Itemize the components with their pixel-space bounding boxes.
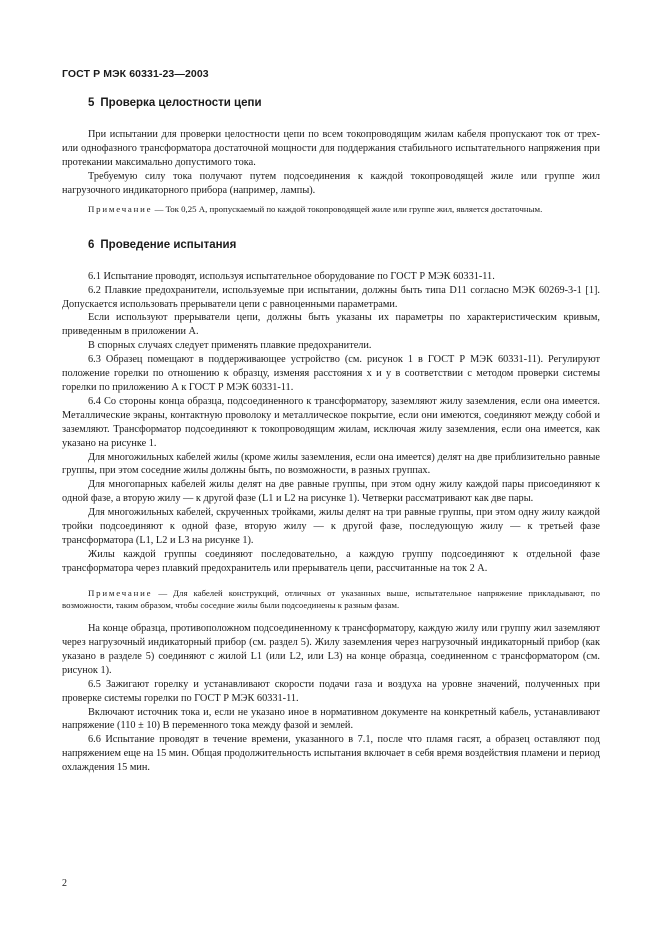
note-text: — Ток 0,25 А, пропускаемый по каждой токопроводящей жиле или группе жил, является достаточным. bbox=[152, 203, 543, 214]
section-5-number: 5 bbox=[88, 97, 95, 109]
section-5-heading bbox=[88, 97, 600, 109]
clause-6-5-paragraph-2: Включают источник тока и, если не указано иное в нормативном документе на конкретный кабель, устанавливают напряжение (110 ± 10) В переменного тока между фазой и землей. bbox=[62, 706, 600, 732]
clause-6-4-paragraph-4: Для многожильных кабелей, скрученных тройками, жилы делят на три равные группы, при этом одну жилу каждой тройки подсоединяют к одной фазе, вторую жилу — к другой фазе, последующую жилу — к третьей фазе трансформатора (L1, L2 и L3 на рисунке 1). bbox=[62, 507, 600, 546]
clause-6-1: 6.1 Испытание проводят, используя испытательное оборудование по ГОСТ Р МЭК 60331-11. bbox=[88, 270, 495, 282]
clause-6-4-paragraph-5: Жилы каждой группы соединяют последовательно, а каждую группу подсоединяют к отдельной фазе трансформатора через плавкий предохранитель или прерыватель цепи, рассчитанные на ток 2 А. bbox=[62, 548, 600, 574]
clause-6-6: 6.6 Испытание проводят в течение времени, указанного в 7.1, после что пламя гасят, а образец оставляют под напряжением еще на 15 мин. Общая продолжительность испытания включает в себя время воздействия пламени и период охлаждения 15 мин. bbox=[62, 734, 600, 774]
clause-6-4-paragraph-6: На конце образца, противоположном подсоединенному к трансформатору, каждую жилу или группу жил заземляют через нагрузочный индикаторный прибор (см. раздел 5). Жилу заземления через нагрузочный индикаторный прибор (как указано в разделе 5) соединяют с жилой L1 (или L2, или L3) на конце образца, соединенном с трансформатором (см. рисунок 1). bbox=[62, 623, 600, 676]
clause-6-4-paragraph-3: Для многопарных кабелей жилы делят на две равные группы, при этом одну жилу каждой пары присоединяют к одной фазе, а вторую жилу — к другой фазе (L1 и L2 на рисунке 1). Четверки рассматривают как две пары. bbox=[62, 479, 600, 505]
page-number: 2 bbox=[62, 878, 67, 889]
clause-6-4-paragraph-2: Для многожильных кабелей жилы (кроме жилы заземления, если она имеется) делят на две приблизительно равные группы, при этом соседние жилы должны быть, по возможности, в разных группах. bbox=[62, 451, 600, 477]
section-6-title: Проведение испытания bbox=[100, 238, 237, 251]
clause-6-2-paragraph-3: В спорных случаях следует применять плавкие предохранители. bbox=[88, 340, 372, 352]
section-6-note bbox=[62, 587, 600, 611]
clause-6-2-paragraph-2: Если используют прерыватели цепи, должны быть указаны их параметры по характеристическим кривым, приведенным в приложении А. bbox=[62, 312, 600, 338]
section-6-number: 6 bbox=[88, 238, 95, 251]
section-5-paragraph-2: Требуемую силу тока получают путем подсоединения к каждой токопроводящей жиле или группе жил нагрузочного индикаторного прибора (например, лампы). bbox=[62, 170, 600, 196]
clause-6-5: 6.5 Зажигают горелку и устанавливают скорости подачи газа и воздуха на уровне значений, полученных при проверке системы горелки по ГОСТ Р МЭК 60331-11. bbox=[62, 678, 600, 704]
note-label: Примечание bbox=[88, 203, 153, 214]
clause-6-4: 6.4 Со стороны конца образца, подсоединенного к трансформатору, заземляют жилу заземления, если она имеется. Металлические экраны, контактную проволоку и металлическое покрытие, если они имеются, соединяют между собой и заземляют. Трансформатор подсоединяют к токопроводящим жилам, исключая жилу заземления, если она имеется, как указано на рисунке 1. bbox=[62, 395, 600, 449]
section-6-heading bbox=[88, 239, 600, 251]
page-content bbox=[62, 97, 600, 775]
clause-6-3: 6.3 Образец помещают в поддерживающее устройство (см. рисунок 1 в ГОСТ Р МЭК 60331-11). Регулируют положение горелки по отношению к образцу, изменяя расстояния x и y в соответствии с методом проверки системы горелки по приложению А к ГОСТ Р МЭК 60331-11. bbox=[62, 354, 600, 393]
section-5-note bbox=[62, 203, 600, 215]
section-5-paragraph-1: При испытании для проверки целостности цепи по всем токопроводящим жилам кабеля пропускают ток от трех- или однофазного трансформатора достаточной мощности для поддержания стабильного испытательного напряжения при протекании максимально допустимого тока. bbox=[62, 129, 600, 168]
clause-6-2: 6.2 Плавкие предохранители, используемые при испытании, должны быть типа D11 согласно МЭК 60269-3-1 [1]. Допускается использовать прерыватели цепи с равноценными параметрами. bbox=[62, 284, 600, 310]
note-label: Примечание bbox=[88, 587, 153, 598]
document-designation: ГОСТ Р МЭК 60331-23—2003 bbox=[62, 68, 209, 80]
section-5-title: Проверка целостности цепи bbox=[100, 97, 262, 109]
note-text: — Для кабелей конструкций, отличных от указанных выше, испытательное напряжение прикладывают, по возможности, таким образом, чтобы соседние жилы были подсоединены к разным фазам. bbox=[62, 587, 600, 610]
